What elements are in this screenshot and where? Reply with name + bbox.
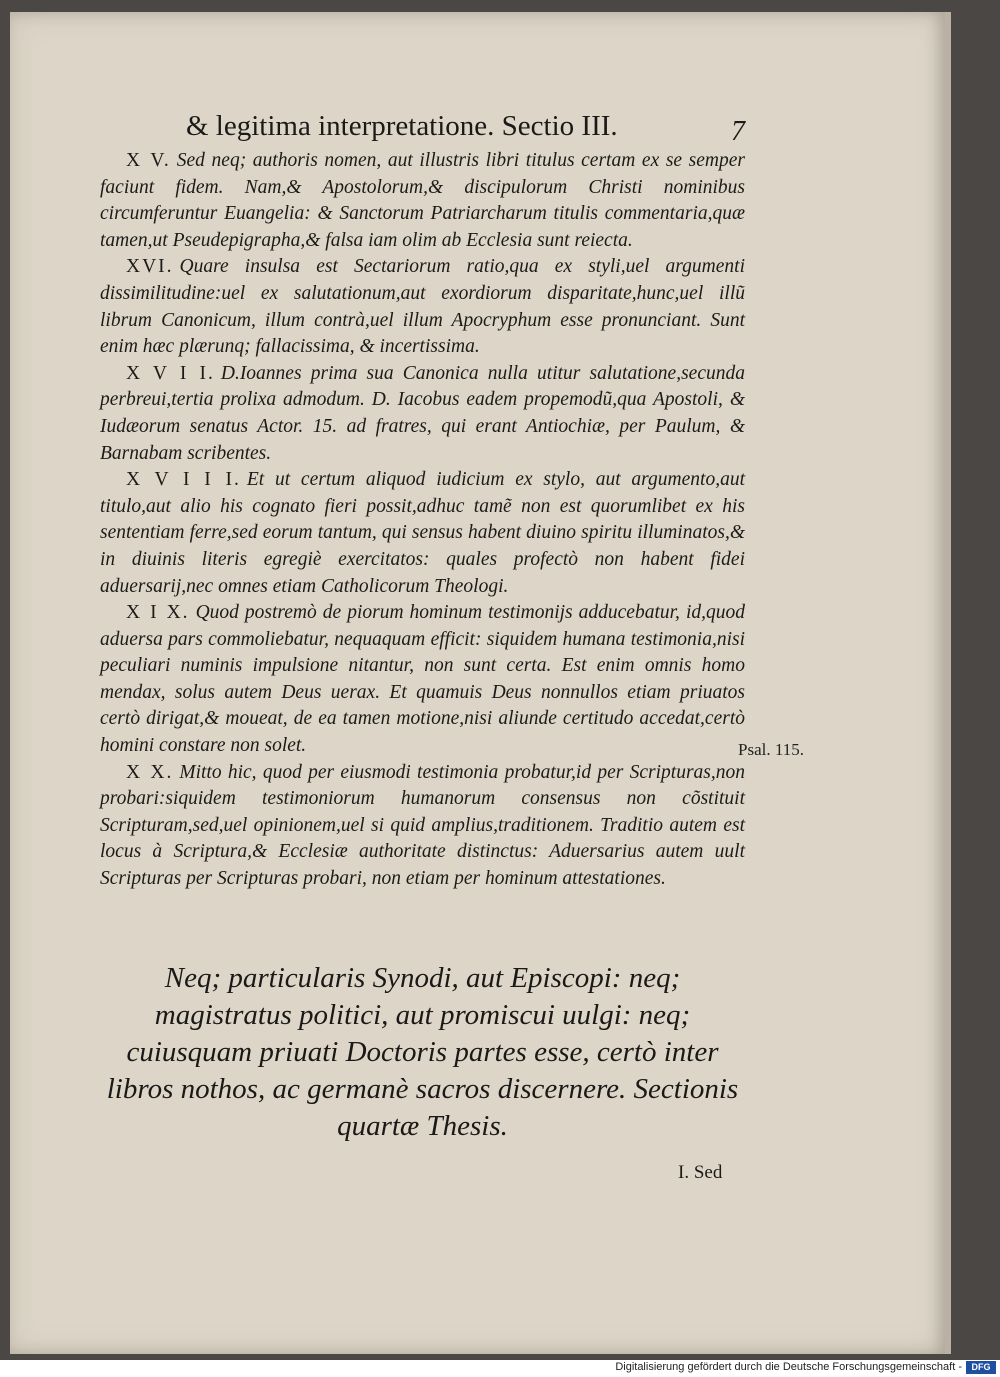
page-edge [945,12,951,1354]
paragraph-xx [100,760,745,893]
paragraph-xvii [100,361,745,467]
paragraph-text: D.Ioannes prima sua Canonica nulla utitur salutatione,secunda perbreui,tertia prolixa admodum. D. Iacobus eadem propemodũ,qua Apostoli, & Iudæorum senatus Actor. 15. ad fratres, qui erant Antiochiæ, per Paulum, & Barnabam scribentes. [100,362,745,464]
paragraph-xviii [100,467,745,600]
catchword: I. Sed [678,1162,723,1183]
paragraph-number: X X. [126,761,174,783]
paragraph-xv [100,148,745,254]
paragraph-text: Quare insulsa est Sectariorum ratio,qua ex styli,uel argumenti dissimilitudine:uel ex salutationum,aut exordiorum disparitate,hunc,uel illũ librum Canonicum, illum contrà,uel illum Apocryphum esse pronunciant. Sunt enim hæc plærunq; fallacissima, & incertissima. [100,256,745,358]
running-title: & legitima interpretatione. Sectio III. [186,110,618,142]
margin-note: Psal. 115. [738,740,804,759]
body-text [100,148,745,893]
page-number: 7 [731,116,745,147]
running-header [186,110,746,150]
dfg-logo-icon: DFG [966,1361,996,1374]
paragraph-number: X V I I. [126,362,215,384]
funding-credit: Digitalisierung gefördert durch die Deutsche Forschungsgemeinschaft - [615,1361,962,1373]
paragraph-text: Quod postremò de piorum hominum testimonijs adducebatur, id,quod aduersa pars commoliebatur, nequaquam efficit: siquidem humana testimonia,nisi peculiari numinis impulsione nitantur, non sunt certa. Est enim omnis homo mendax, solus autem Deus uerax. Et quamuis Deus nonnullos etiam priuatos certò dirigat,& moueat, de ea tamen motione,nisi aliunde certitudo accedat,certò homini constare non solet. [100,602,745,757]
paragraph-number: X I X. [126,602,190,624]
paragraph-number: X V I I I. [126,469,241,491]
paragraph-number: XVI. [126,256,174,278]
footer-bar [0,1360,1000,1377]
section-heading: Neq; particularis Synodi, aut Episcopi: neq; magistratus politici, aut promiscui uulgi: neq; cuiusquam priuati Doctoris partes esse, certò inter libros nothos, ac germanè sacros discernere. Sectionis quartæ Thesis. [106,962,739,1142]
paragraph-text: Mitto hic, quod per eiusmodi testimonia probatur,id per Scripturas,non probari:siquidem testimoniorum humanorum consensus non cõstituit Scripturam,sed,uel opinionem,uel si quid amplius,traditionem. Traditio autem est locus à Scriptura,& Ecclesiæ authoritate distinctus: Aduersarius autem uult Scripturas per Scripturas probari, non etiam per hominum attestationes. [100,761,745,890]
paragraph-text: Sed neq; authoris nomen, aut illustris libri titulus certam ex se semper faciunt fidem. Nam,& Apostolorum,& discipulorum Christi nominibus circumferuntur Euangelia: & Sanctorum Patriarcharum titulis commentaria,quæ tamen,ut Pseudepigrapha,& falsa iam olim ab Ecclesia sunt reiecta. [100,150,745,251]
paragraph-xvi [100,254,745,360]
paragraph-xix [100,600,745,760]
paragraph-text: Et ut certum aliquod iudicium ex stylo, aut argumento,aut titulo,aut alio his cognato fieri possit,adhuc tamẽ non est quorumlibet ex his sententiam ferre,sed eorum tantum, qui sensus habent diuino spiritu illuminatos,& in diuinis literis egregiè exercitatos: quales profectò non habent fidei aduersarij,nec omnes etiam Catholicorum Theologi. [100,469,745,597]
paragraph-number: X V. [126,150,171,171]
